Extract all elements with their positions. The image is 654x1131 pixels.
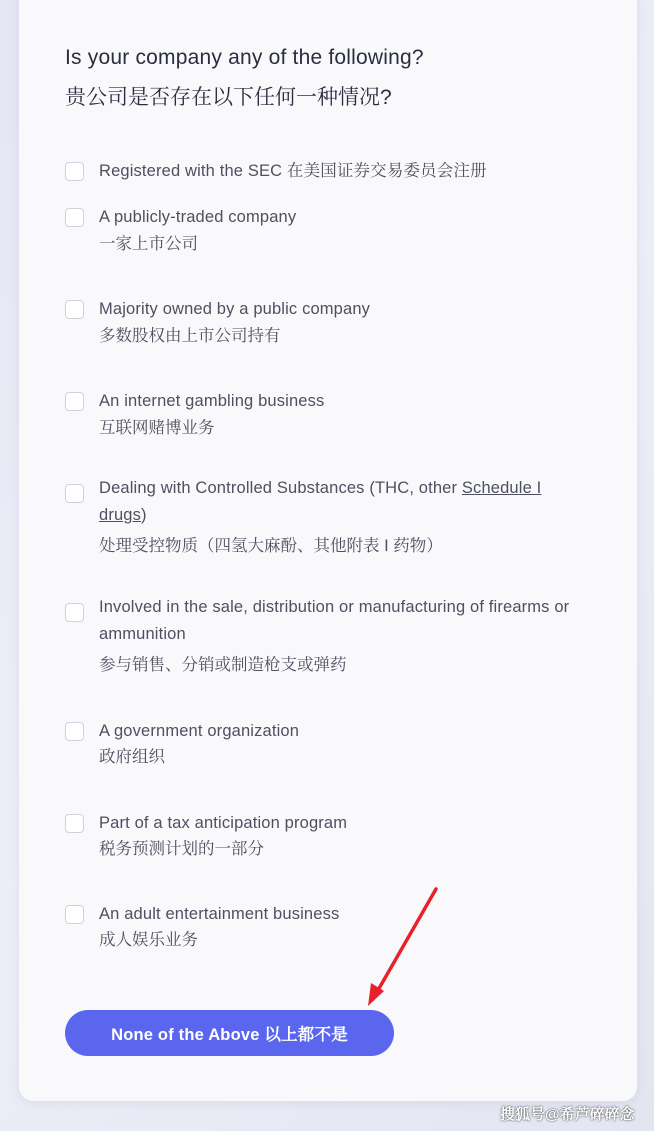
checkbox[interactable] <box>65 603 84 622</box>
option-label-zh: 互联网赌博业务 <box>99 419 215 437</box>
questionnaire-card <box>19 0 637 1101</box>
option-label-en-prefix: Dealing with Controlled Substances (THC, other <box>99 479 462 497</box>
option-label-zh: 成人娱乐业务 <box>99 931 198 949</box>
option-label-en: A publicly-traded company <box>99 208 297 226</box>
option-label-en-suffix: ) <box>141 506 147 524</box>
option-label-en: A government organization <box>99 722 300 740</box>
watermark: 搜狐号@希芦碎碎念 <box>500 1106 635 1123</box>
checkbox[interactable] <box>65 162 84 181</box>
option-label-en <box>99 475 585 529</box>
option-label-zh: 参与销售、分销或制造枪支或弹药 <box>99 656 347 674</box>
none-of-the-above-button[interactable]: None of the Above 以上都不是 <box>65 1010 394 1056</box>
red-arrow-annotation-icon <box>360 885 445 1010</box>
checkbox[interactable] <box>65 722 84 741</box>
option-label-zh: 处理受控物质（四氢大麻酚、其他附表 I 药物） <box>99 537 443 555</box>
checkbox[interactable] <box>65 484 84 503</box>
option-label-en: An adult entertainment business <box>99 905 340 923</box>
option-label-zh: 一家上市公司 <box>99 235 198 253</box>
question-title-zh: 贵公司是否存在以下任何一种情况? <box>65 86 392 109</box>
option-label-zh: 政府组织 <box>99 748 165 766</box>
checkbox[interactable] <box>65 300 84 319</box>
option-label-en: Majority owned by a public company <box>99 300 371 318</box>
option-label-en: Part of a tax anticipation program <box>99 814 348 832</box>
checkbox[interactable] <box>65 208 84 227</box>
checkbox[interactable] <box>65 814 84 833</box>
option-label-en: Registered with the SEC 在美国证券交易委员会注册 <box>99 162 487 180</box>
checkbox[interactable] <box>65 905 84 924</box>
schedule-i-drugs-link[interactable]: Schedule I drugs <box>99 479 542 524</box>
option-label-en: An internet gambling business <box>99 392 325 410</box>
option-label-zh: 多数股权由上市公司持有 <box>99 327 281 345</box>
option-label-en: Involved in the sale, distribution or manufacturing of firearms or ammunition <box>99 598 570 643</box>
checkbox[interactable] <box>65 392 84 411</box>
option-label-zh: 税务预测计划的一部分 <box>99 840 264 858</box>
question-title-en: Is your company any of the following? <box>65 46 424 69</box>
